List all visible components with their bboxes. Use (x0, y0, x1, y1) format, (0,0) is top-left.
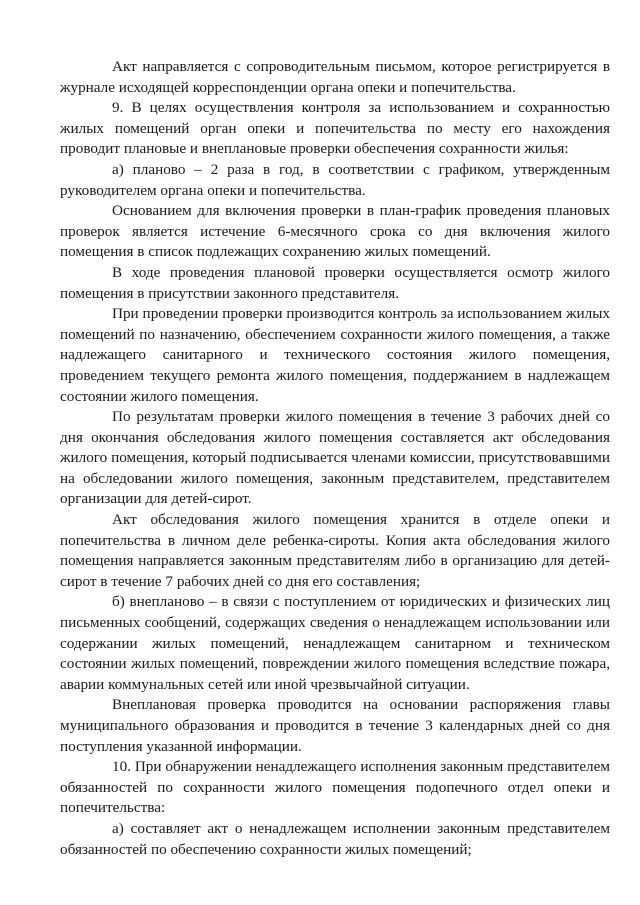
paragraph-item-10: 10. При обнаружении ненадлежащего исполнения законным представителем обязанностей по сохранности жилого помещения подопечного отдел опеки и попечительства: (60, 758, 610, 817)
paragraph-check-basis: Основанием для включения проверки в план-график проведения плановых проверок является истечение 6-месячного срока со дня включения жилого помещения в список подлежащих сохранению жилых помещений. (60, 202, 610, 261)
paragraph-improper-act: а) составляет акт о ненадлежащем исполнении законным представителем обязанностей по обеспечению сохранности жилых помещений; (60, 819, 610, 858)
paragraph-planned-check: а) планово – 2 раза в год, в соответствии с графиком, утвержденным руководителем органа опеки и попечительства. (60, 160, 610, 199)
paragraph-unplanned-check: б) внепланово – в связи с поступлением от юридических и физических лиц письменных сообщений, содержащих сведения о ненадлежащем использовании или содержании жилых помещений, ненадлежащем санитарном и техническом состоянии жилых помещений, повреждении жилого помещения вследствие пожара, аварии коммунальных сетей или иной чрезвычайной ситуации. (60, 593, 610, 693)
paragraph-inspection-act: По результатам проверки жилого помещения в течение 3 рабочих дней со дня окончания обследования жилого помещения составляется акт обследования жилого помещения, который подписывается членами комиссии, присутствовавшими на обследовании жилого помещения, законным представителем, представителем организации для детей-сирот. (60, 408, 610, 508)
paragraph-act-registration: Акт направляется с сопроводительным письмом, которое регистрируется в журнале исходящей корреспонденции органа опеки и попечительства. (60, 58, 610, 96)
paragraph-inspection: В ходе проведения плановой проверки осуществляется осмотр жилого помещения в присутствии законного представителя. (60, 263, 610, 302)
paragraph-item-9: 9. В целях осуществления контроля за использованием и сохранностью жилых помещений орган опеки и попечительства по месту его нахождения проводит плановые и внеплановые проверки обеспечения сохранности жилья: (60, 99, 610, 158)
paragraph-act-storage: Акт обследования жилого помещения хранится в отделе опеки и попечительства в личном деле ребенка-сироты. Копия акта обследования жилого помещения направляется законным представителям либо в организацию для детей-сирот в течение 7 рабочих дней со дня его составления; (60, 511, 610, 590)
paragraph-unplanned-basis: Внеплановая проверка проводится на основании распоряжения главы муниципального образования и проводится в течение 3 календарных дней со дня поступления указанной информации. (60, 696, 610, 755)
paragraph-control-scope: При проведении проверки производится контроль за использованием жилых помещений по назначению, обеспечением сохранности жилого помещения, а также надлежащего санитарного и технического состояния жилого помещения, проведением текущего ремонта жилого помещения, поддержанием в надлежащем состоянии жилого помещения. (60, 305, 610, 405)
